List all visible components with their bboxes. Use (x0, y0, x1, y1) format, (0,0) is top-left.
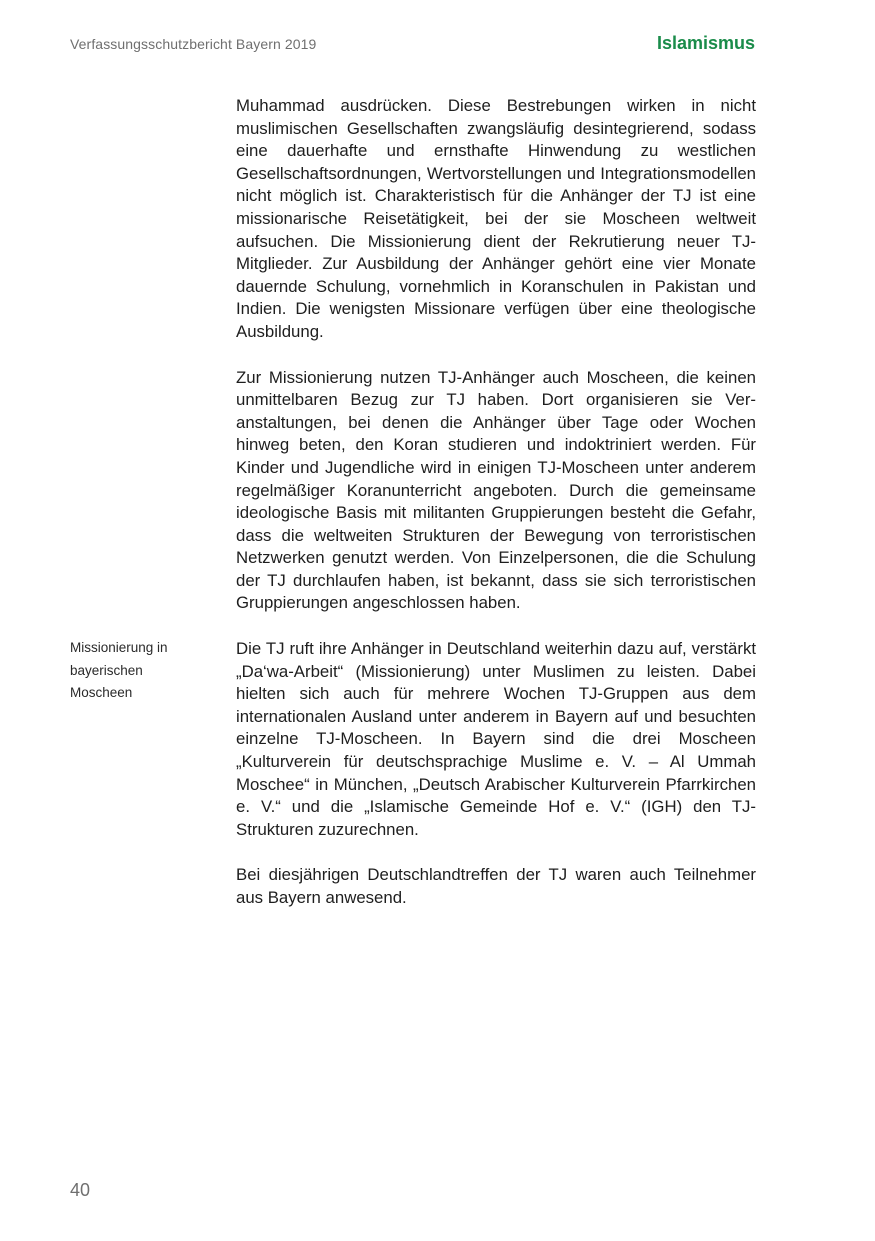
section-title: Islamismus (656, 33, 755, 53)
marginal-note-line: Moscheen (70, 685, 133, 700)
paragraph: Muhammad ausdrücken. Diese Bestrebungen wirken in nicht muslimischen Gesellschaften zwangsläufig desintegrierend, sodass eine dauerhafte und ernsthafte Hinwendung zu westlichen Gesellschaftsordnungen, Wertvorstellungen und Integrationsmodellen nicht möglich ist. Charakteristisch für die Anhänger der TJ ist eine missionarische Reisetätigkeit, bei der sie Moscheen weltweit aufsuchen. Die Missionierung dient der Rekrutierung neuer TJ-Mitglieder. Zur Ausbildung der Anhänger gehört eine vier Monate dauernde Schulung, vornehmlich in Koranschulen in Pakistan und Indien. Die wenigsten Missionare verfügen über eine theologische Ausbildung. (236, 96, 756, 341)
paragraph: Bei diesjährigen Deutschlandtreffen der TJ waren auch Teilnehmer aus Bayern anwesend. (236, 865, 756, 907)
page-number: 40 (70, 1180, 91, 1200)
marginal-note (70, 637, 210, 705)
marginal-note-line: Missionierung in (70, 640, 168, 655)
paragraph: Die TJ ruft ihre Anhänger in Deutschland weiterhin dazu auf, verstärkt „Da‘wa-Arbeit“ (Missionierung) unter Muslimen zu leisten. Dabei hielten sich auch für mehrere Wochen TJ-Gruppen aus dem internationalen Ausland unter anderem in Bayern auf und besuchten einzelne TJ-Moscheen. In Bayern sind die drei Moscheen „Kulturverein für deutschsprachige Muslime e. V. – Al Ummah Moschee“ in München, „Deutsch Arabischer Kulturverein Pfarrkirchen e. V.“ und die „Islamische Gemeinde Hof e. V.“ (IGH) den TJ-Strukturen zuzurechnen. (236, 639, 756, 839)
marginal-note-line: bayerischen (70, 662, 143, 678)
body-text (236, 95, 756, 933)
running-title: Verfassungsschutzbericht Bayern 2019 (70, 36, 317, 52)
paragraph: Zur Missionierung nutzen TJ-Anhänger auch Moscheen, die keinen unmittelbaren Bezug zur TJ haben. Dort organisieren sie Veranstaltungen, bei denen die Anhänger über Tage oder Wochen hinweg beten, den Koran studieren und indoktriniert werden. Für Kinder und Jugendliche wird in einigen TJ-Moscheen unter anderem regelmäßiger Koranunterricht angeboten. Durch die gemeinsame ideologische Basis mit militanten Gruppierungen besteht die Gefahr, dass die weltweiten Strukturen der Bewegung von terroristischen Netzwerken genutzt werden. Von Einzelpersonen, die die Schulung der TJ durchlaufen haben, ist bekannt, dass sie sich terroristischen Gruppierungen angeschlossen haben. (236, 367, 756, 613)
